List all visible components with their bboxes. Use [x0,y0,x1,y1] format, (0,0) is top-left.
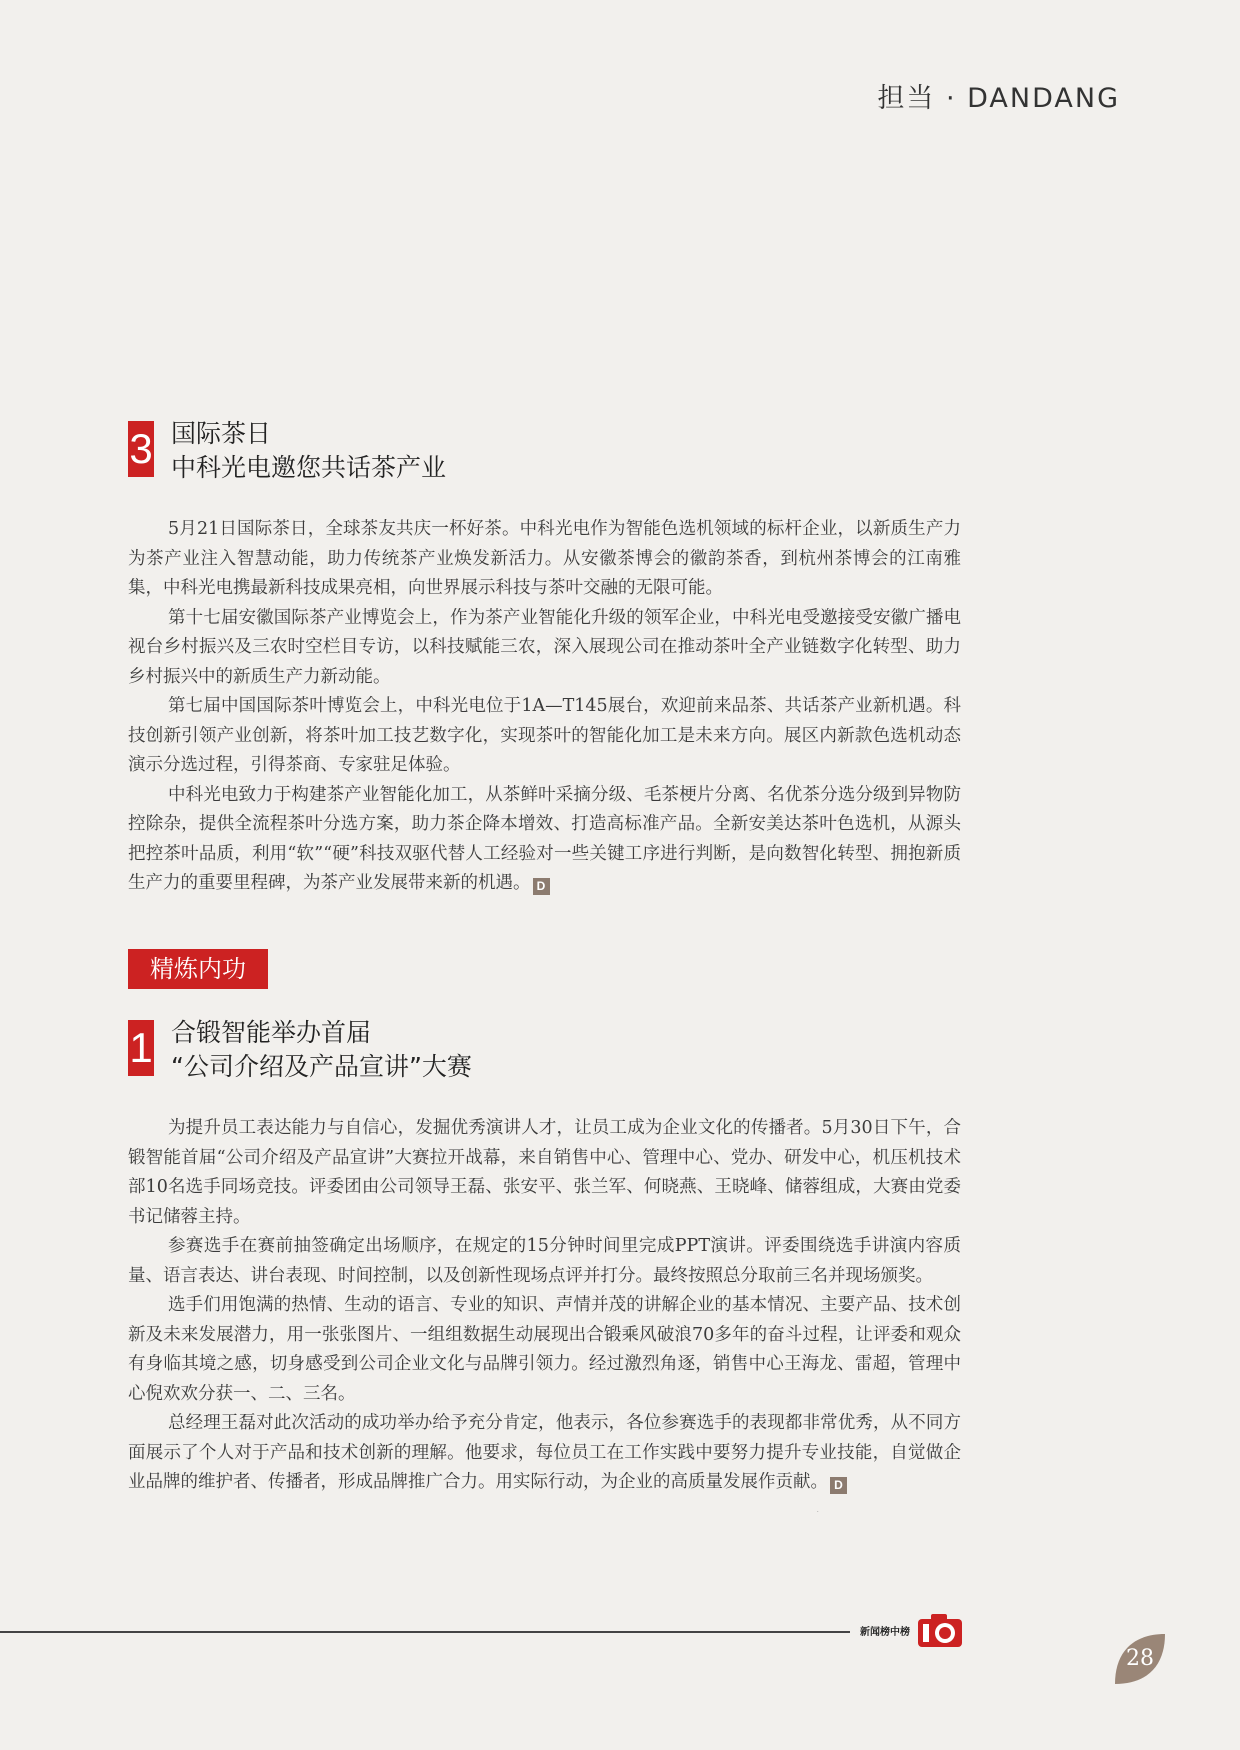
article-number-badge: 3 [128,421,154,477]
article-title-line2: “公司介绍及产品宣讲”大赛 [171,1052,472,1081]
article-heading [128,1016,961,1084]
end-mark-icon: D [830,1477,847,1494]
logo-text: 10 [817,1512,819,1513]
paragraph-text: 总经理王磊对此次活动的成功举办给予充分肯定，他表示，各位参赛选手的表现都非常优秀，从不同方面展示了个人对于产品和技术创新的理解。他要求，每位员工在工作实践中要努力提升专业技能，自觉做企业品牌的维护者、传播者，形成品牌推广合力。用实际行动，为企业的高质量发展作贡献。 [128,1413,961,1492]
paragraph-text: 中科光电致力于构建茶产业智能化加工，从茶鲜叶采摘分级、毛茶梗片分离、名优茶分选分级到异物防控除杂，提供全流程茶叶分选方案，助力茶企降本增效、打造高标准产品。全新安美达茶叶色选机，从源头把控茶叶品质，利用“软”“硬”科技双驱代替人工经验对一些关键工序进行判断，是向数智化转型、拥抱新质生产力的重要里程碑，为茶产业发展带来新的机遇。 [128,784,961,893]
paragraph: 第十七届安徽国际茶产业博览会上，作为茶产业智能化升级的领军企业，中科光电受邀接受安徽广播电视台乡村振兴及三农时空栏目专访，以科技赋能三农，深入展现公司在推动茶叶全产业链数字化转型、助力乡村振兴中的新质生产力新动能。 [128,607,961,687]
paragraph [128,781,961,899]
paragraph: 为提升员工表达能力与自信心，发掘优秀演讲人才，让员工成为企业文化的传播者。5月30日下午，合锻智能首届“公司介绍及产品宣讲”大赛拉开战幕，来自销售中心、管理中心、党办、研发中心，机压机技术部10名选手同场竞技。评委团由公司领导王磊、张安平、张兰军、何晓燕、王晓峰、储蓉组成，大赛由党委书记储蓉主持。 [128,1118,961,1227]
page-header-title: 担当 · DANDANG [877,83,1120,114]
end-mark-icon: D [533,878,550,895]
footer-brand-text: 新闻榜中榜 [860,1627,910,1638]
article-speech-contest [128,1016,961,1498]
article-title-line1: 国际茶日 [171,419,272,448]
article-number-badge: 1 [128,1020,154,1076]
article-body [128,1114,961,1498]
article-body [128,515,961,899]
article-heading [128,417,961,485]
article-title-line1: 合锻智能举办首届 [171,1018,372,1047]
footer-rule [0,1631,850,1633]
page-number: 28 [1126,1646,1154,1671]
article-tea-day [128,417,961,899]
paragraph: 第七届中国国际茶叶博览会上，中科光电位于1A—T145展台，欢迎前来品茶、共话茶产业新机遇。科技创新引领产业创新，将茶叶加工技艺数字化，实现茶叶的智能化加工是未来方向。展区内新款色选机动态演示分选过程，引得茶商、专家驻足体验。 [128,696,961,775]
article-title-line2: 中科光电邀您共话茶产业 [171,453,447,482]
paragraph: 参赛选手在赛前抽签确定出场顺序，在规定的15分钟时间里完成PPT演讲。评委围绕选手讲演内容质量、语言表达、讲台表现、时间控制，以及创新性现场点评并打分。最终按照总分取前三名并现场颁奖。 [128,1236,961,1286]
paragraph: 选手们用饱满的热情、生动的语言、专业的知识、声情并茂的讲解企业的基本情况、主要产品、技术创新及未来发展潜力，用一张张图片、一组组数据生动展现出合锻乘风破浪70多年的奋斗过程，让评委和观众有身临其境之感，切身感受到公司企业文化与品牌引领力。经过激烈角逐，销售中心王海龙、雷超，管理中心倪欢欢分获一、二、三名。 [128,1295,961,1404]
paragraph: 5月21日国际茶日，全球茶友共庆一杯好茶。中科光电作为智能色选机领域的标杆企业，以新质生产力为茶产业注入智慧动能，助力传统茶产业焕发新活力。从安徽茶博会的徽韵茶香，到杭州茶博会的江南雅集，中科光电携最新科技成果亮相，向世界展示科技与茶叶交融的无限可能。 [128,519,961,598]
paragraph [128,1409,961,1498]
category-label: 精炼内功 [128,949,268,989]
